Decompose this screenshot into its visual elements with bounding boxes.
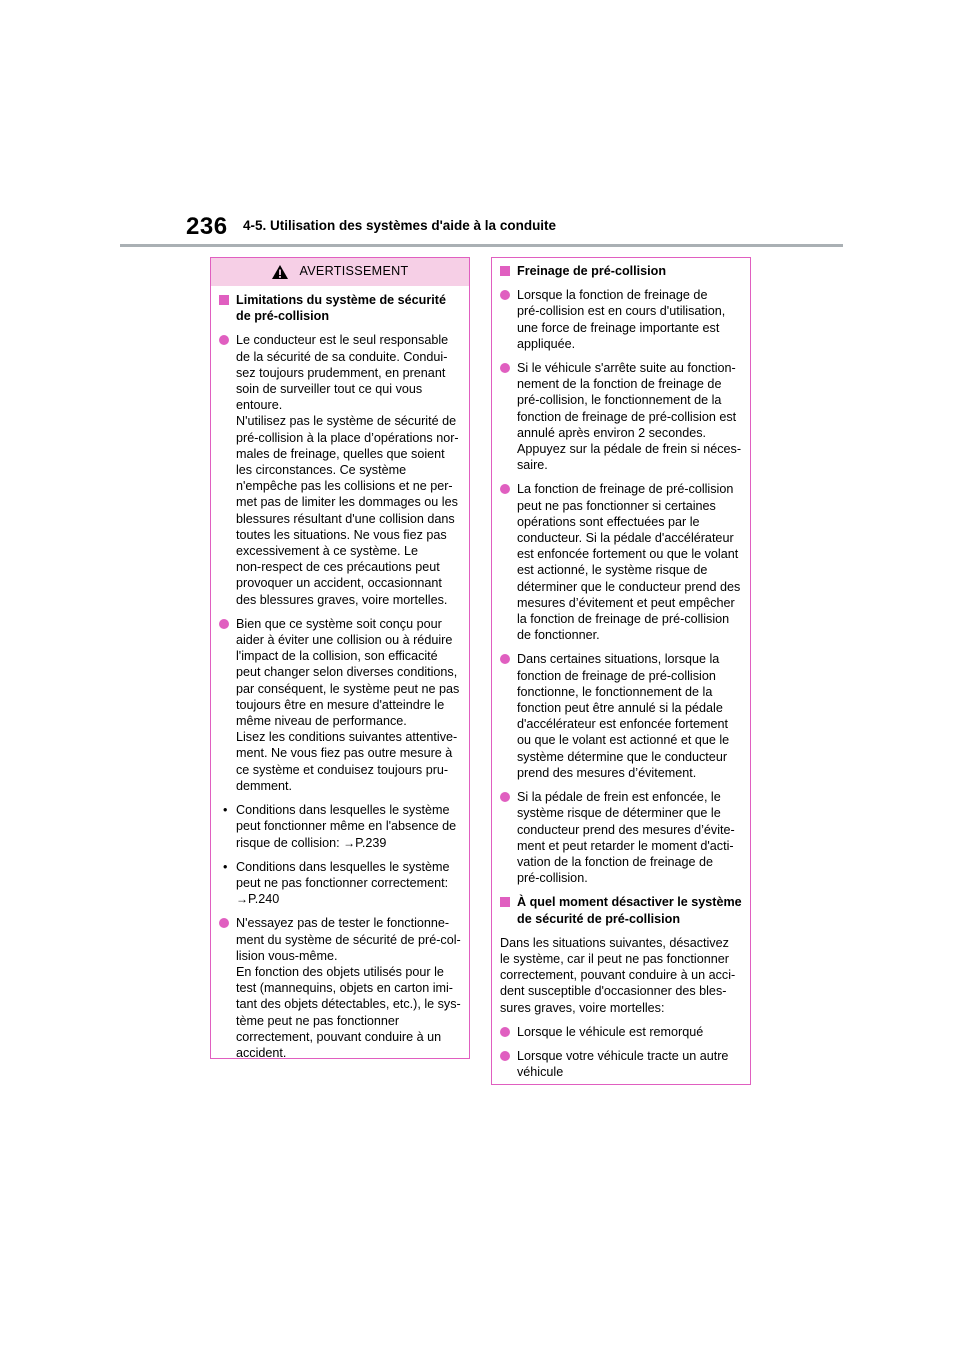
circle-bullet-icon (219, 918, 229, 928)
warning-header (211, 258, 469, 286)
bullet-text: Bien que ce système soit conçu pour aider à éviter une collision ou à réduire l'impact de la collision, son efficacité peut changer selon diverses conditions, par conséquent, le système peut ne pas toujours être en mesure d'atteindre le même niveau de performance. Lisez les conditions suivantes attentive- ment. Ne vous fiez pas outre mesure à ce système et conduisez toujours pru- demment. (236, 616, 460, 793)
circle-bullet-icon (500, 484, 510, 494)
list-item (500, 651, 742, 781)
warning-box (210, 257, 470, 1059)
circle-bullet-icon (500, 792, 510, 802)
bullet-text: Si le véhicule s'arrête suite au fonction- nement de la fonction de freinage de pré-collision, le fonctionnement de la fonction de freinage de pré-collision est annulé après environ 2 secondes. Appuyez sur la pédale de frein si néces- saire. (517, 361, 742, 473)
arrow-right-icon: → (343, 835, 356, 850)
bullet-text: Si la pédale de frein est enfoncée, le système risque de déterminer que le conducteur prend des mesures d’évite- ment et peut retarder le moment d'acti- vation de la fonction de freinage de pré-collision. (517, 790, 735, 886)
circle-bullet-icon (500, 290, 510, 300)
sub-item-text: Conditions dans lesquelles le système peut fonctionner même en l'absence de risque de collision: (236, 803, 457, 850)
list-item (500, 789, 742, 886)
heading-text: À quel moment désactiver le système de sécurité de pré-collision (517, 895, 742, 926)
sub-item-text: Conditions dans lesquelles le système peut ne pas fonctionner correctement: (236, 859, 450, 890)
info-box (491, 257, 751, 1085)
dot-marker: • (223, 859, 228, 874)
heading-text: Freinage de pré-collision (517, 264, 667, 278)
bullet-text: Le conducteur est le seul responsable de la sécurité de sa conduite. Condui- sez toujours prudemment, en prenant soin de surveiller tout ce qui vous entoure. N'utilisez pas le système de sécurité de pré-collision à la place d’opérations nor- males de freinage, quelles que soient les circonstances. Ce système n'empêche pas les collisions et ne per- met pas de limiter les dommages ou les blessures résultant d'une collision dans toutes les situations. Ne vous fiez pas excessivement à ce système. Le non-respect de ces précautions peut provoquer un accident, occasionnant des blessures graves, voire mortelles. (236, 333, 459, 607)
list-item (500, 360, 742, 473)
square-bullet-icon (500, 897, 510, 907)
warning-heading (219, 292, 461, 324)
section-heading (500, 263, 742, 279)
sub-list-item (219, 859, 461, 908)
warning-title: AVERTISSEMENT (299, 264, 409, 279)
page-reference-link[interactable]: P.240 (248, 892, 280, 907)
circle-bullet-icon (500, 1051, 510, 1061)
circle-bullet-icon (500, 363, 510, 373)
list-item (500, 1024, 742, 1040)
list-item (219, 616, 461, 794)
section-heading (500, 894, 742, 926)
section-title: 4-5. Utilisation des systèmes d'aide à la conduite (243, 218, 557, 233)
square-bullet-icon (219, 295, 229, 305)
dot-marker: • (223, 803, 228, 818)
warning-triangle-icon (271, 264, 289, 280)
bullet-text: Lorsque le véhicule est remorqué (517, 1024, 704, 1039)
circle-bullet-icon (500, 654, 510, 664)
warning-heading-text: Limitations du système de sécurité de pré-collision (236, 293, 446, 324)
square-bullet-icon (500, 266, 510, 276)
sub-list-item (219, 802, 461, 851)
circle-bullet-icon (500, 1027, 510, 1037)
list-item (219, 332, 461, 607)
header-rule (120, 244, 843, 247)
list-item (500, 1048, 742, 1080)
bullet-text: N'essayez pas de tester le fonctionne- ment du système de sécurité de pré-col- lision vous-même. En fonction des objets utilisés pour le test (mannequins, objets en carton imi- tant des objets détectables, etc.), le sys- tème peut ne pas fonctionner correctement, pouvant conduire à un accident. (236, 916, 461, 1060)
paragraph: Dans les situations suivantes, désactivez le système, car il peut ne pas fonctionner correctement, pouvant conduire à un acci- dent susceptible d'occasionner des bles- sures graves, voire mortelles: (500, 935, 736, 1015)
bullet-text: La fonction de freinage de pré-collision peut ne pas fonctionner si certaines opérations sont effectuées par le conducteur. Si la pédale d'accélérateur est enfoncée fortement ou que le volant est actionné, le système risque de déterminer que le conducteur prend des mesures d’évitement et peut empêcher la fonction de freinage de pré-collision de fonctionner. (517, 482, 741, 643)
list-item (219, 915, 461, 1061)
bullet-text: Dans certaines situations, lorsque la fonction de freinage de pré-collision fonctionne, le fonctionnement de la fonction peut être annulé si la pédale d'accélérateur est enfoncée fortement ou que le volant est actionné et que le système détermine que le conducteur prend des mesures d’évitement. (517, 652, 730, 780)
list-item (500, 481, 742, 643)
page-number: 236 (186, 213, 228, 240)
circle-bullet-icon (219, 335, 229, 345)
page-reference-link[interactable]: P.239 (355, 835, 387, 850)
circle-bullet-icon (219, 619, 229, 629)
arrow-right-icon: → (236, 892, 248, 907)
bullet-text: Lorsque la fonction de freinage de pré-collision est en cours d'utilisation, une force de freinage importante est appliquée. (517, 288, 726, 351)
list-item (500, 287, 742, 352)
bullet-text: Lorsque votre véhicule tracte un autre véhicule (517, 1048, 729, 1080)
